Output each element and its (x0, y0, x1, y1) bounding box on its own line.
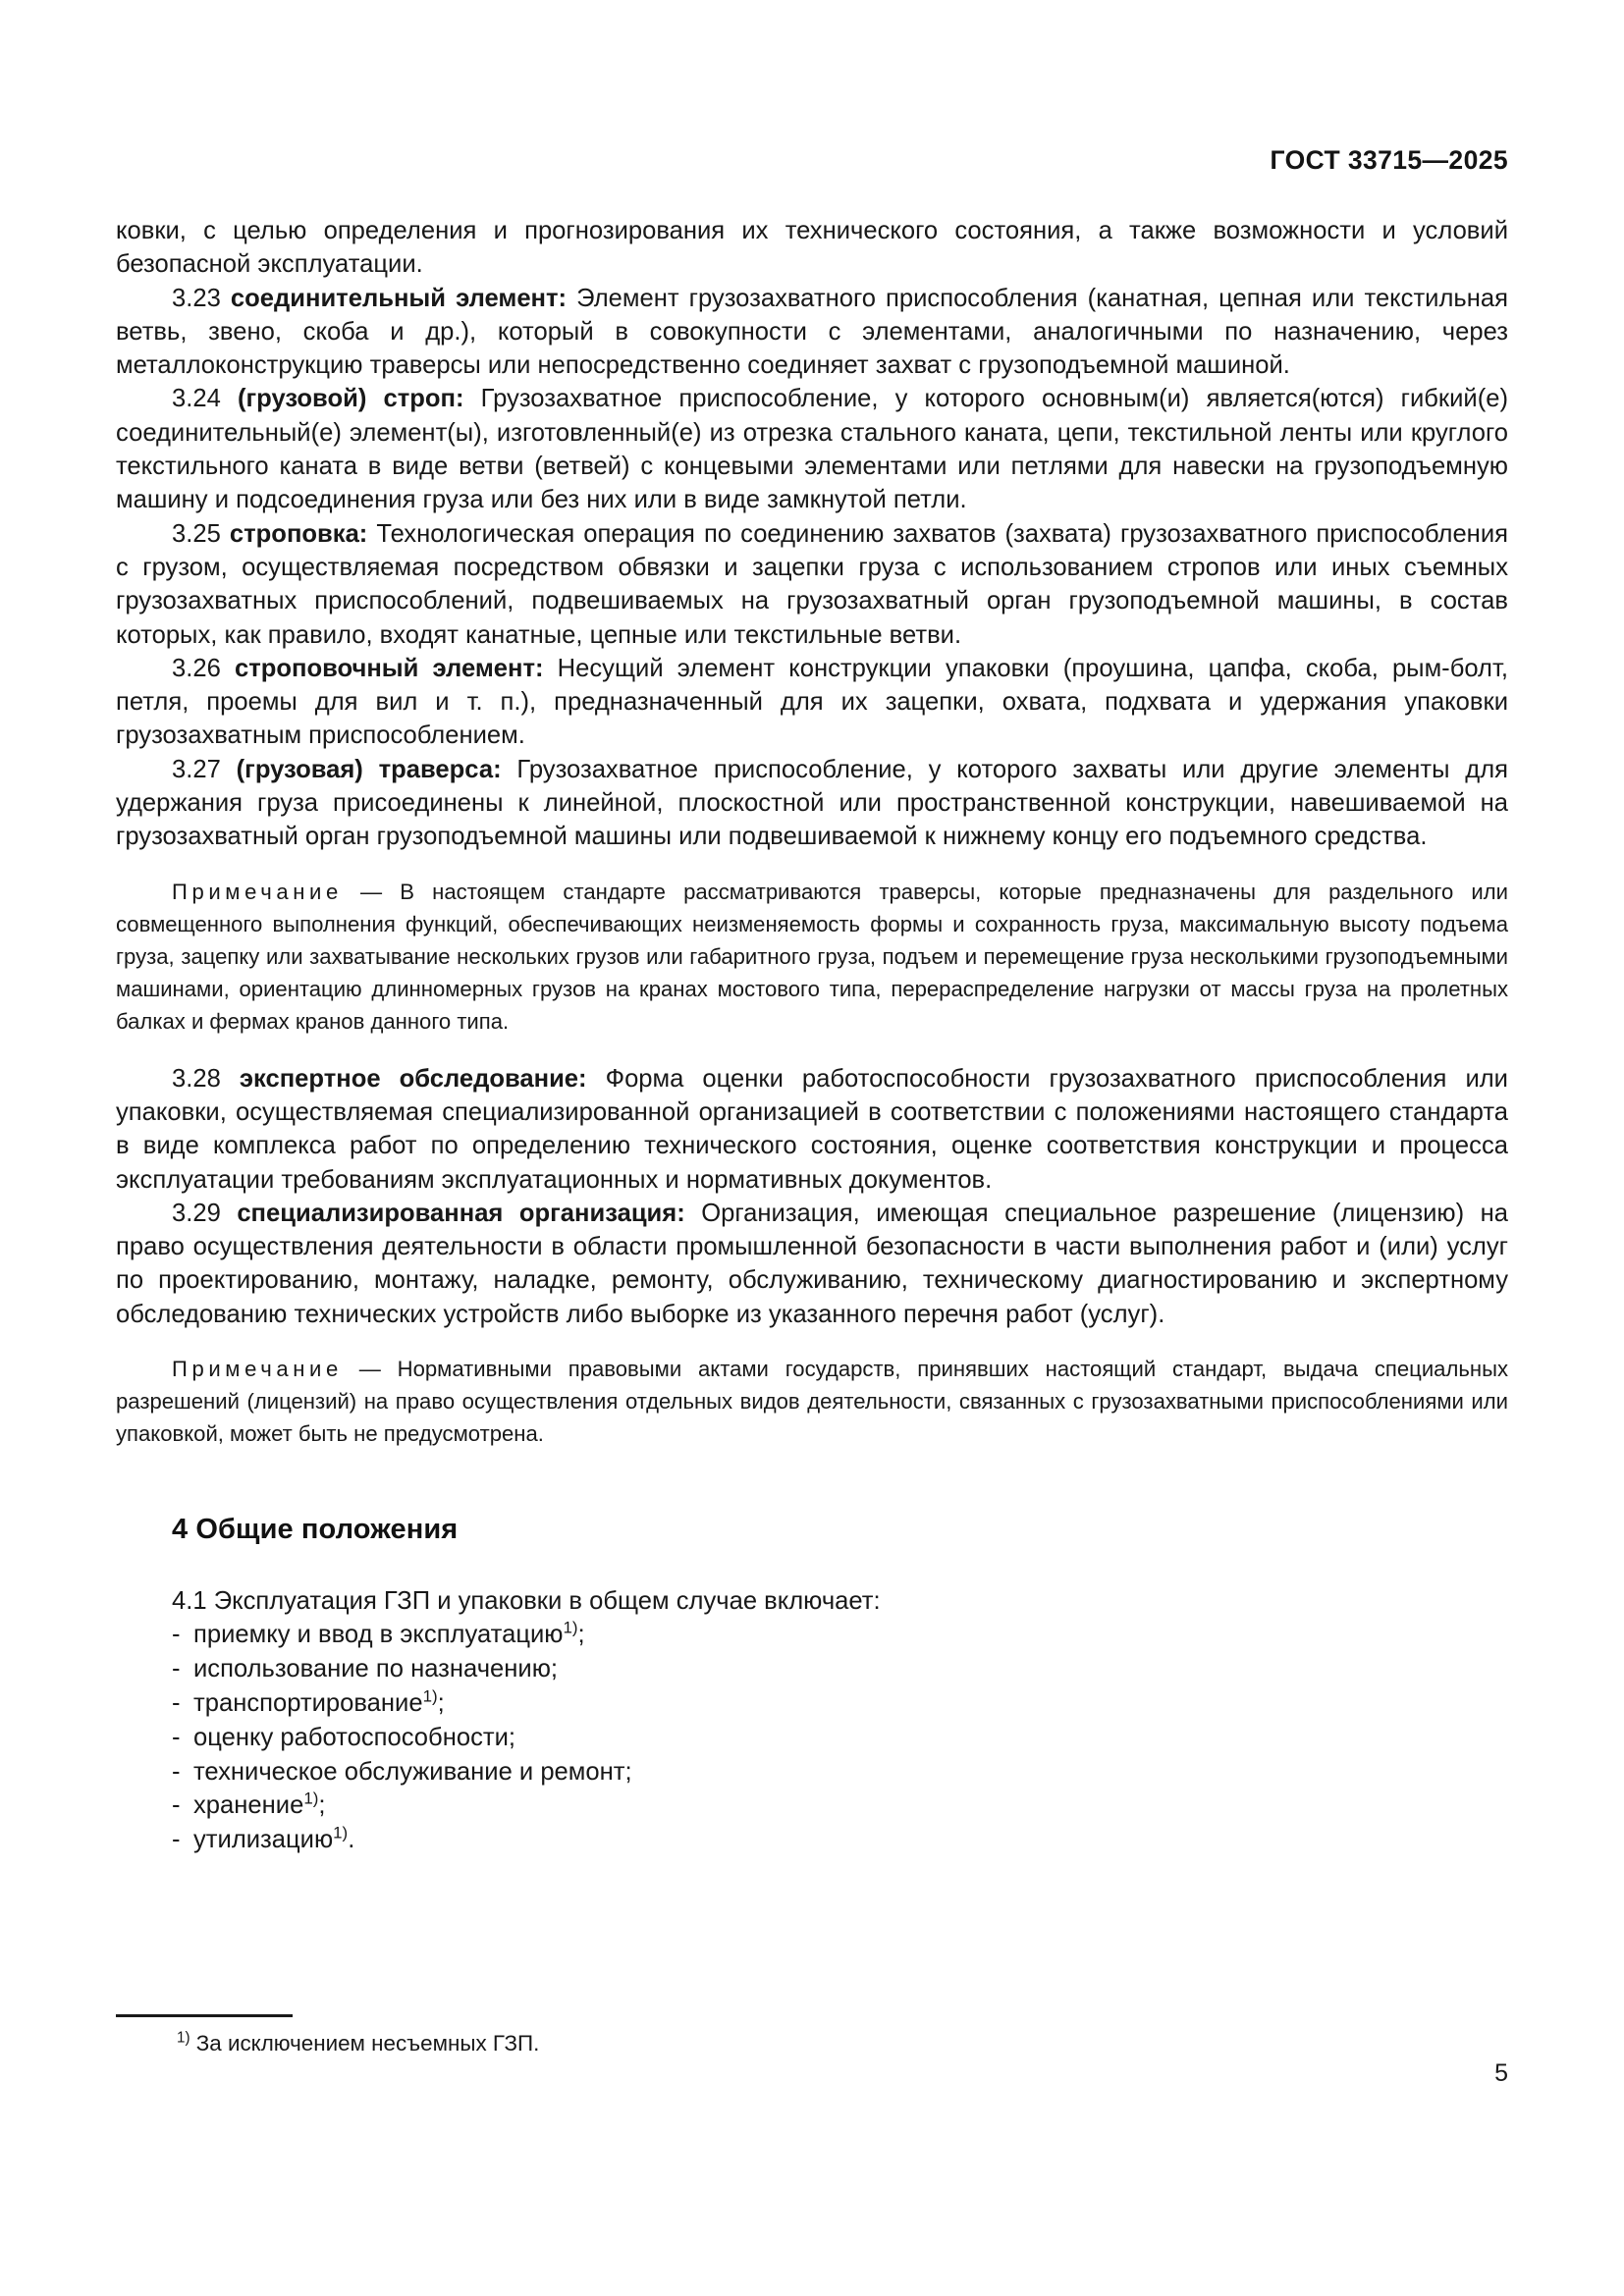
page-header (116, 145, 1508, 179)
note-traverse (116, 876, 1508, 1039)
clause-3-26 (116, 652, 1508, 753)
clause-number: 3.27 (172, 755, 221, 783)
clause-term: строповочный элемент: (234, 654, 544, 682)
note-dash: — (360, 879, 383, 904)
list-dash: - (172, 1655, 181, 1683)
clause-definition: Грузозахватное приспособление, у которого основным(и) является(ются) гибкий(е) соединительный(е) элемент(ы), изготовленный(е) из отрезка стального каната, цепи, текстильной ленты или круглого текстильного каната в виде ветви (ветвей) с концевыми элементами или петлями для навески на грузоподъемную машину и подсоединения груза или без них или в виде замкнутой петли. (116, 385, 1508, 514)
operation-list (116, 1618, 1508, 1857)
footnote-area (116, 2014, 1508, 2058)
list-item-tail: . (348, 1826, 355, 1854)
footnote-ref: 1) (563, 1618, 578, 1637)
clause-4-1: 4.1 Эксплуатация ГЗП и упаковки в общем случае включает: (172, 1586, 881, 1615)
clause-definition: Элемент грузозахватного приспособления (канатная, цепная или текстильная ветвь, звено, скоба и др.), который в совокупности с элементами, аналогичными по назначению, через металлоконструкцию траверсы или непосредственно соединяет захват с грузоподъемной машиной. (116, 284, 1508, 380)
clause-definition: Форма оценки работоспособности грузозахватного приспособления или упаковки, осуществляемая специализированной организацией в соответствии с положениями настоящего стандарта в виде комплекса работ по определению технического состояния, оценке соответствия конструкции и процесса эксплуатации требованиям эксплуатационных и нормативных документов. (116, 1064, 1508, 1194)
clause-number: 3.25 (172, 519, 221, 548)
clause-definition: Технологическая операция по соединению захватов (захвата) грузозахватного приспособления с грузом, осуществляемая посредством обвязки и зацепки груза с использованием стропов или иных съемных грузозахватных приспособлений, подвешиваемых на грузозахватный орган грузоподъемной машины, в состав которых, как правило, входят канатные, цепные или текстильные ветви. (116, 519, 1508, 649)
list-dash: - (172, 1621, 181, 1649)
clause-definition: Организация, имеющая специальное разрешение (лицензию) на право осуществления деятельности в области промышленной безопасности в части выполнения работ и (или) услуг по проектированию, монтажу, наладке, ремонту, обслуживанию, техническому диагностированию и экспертному обследованию технических устройств либо выборке из указанного перечня работ (услуг). (116, 1199, 1508, 1328)
spacer (116, 1451, 1508, 1512)
list-item-text: приемку и ввод в эксплуатацию (193, 1621, 564, 1649)
list-item-text: оценку работоспособности; (193, 1723, 515, 1751)
clause-term: соединительный элемент: (230, 284, 568, 312)
list-item (116, 1789, 1508, 1823)
clause-3-28 (116, 1062, 1508, 1197)
list-item-text: использование по назначению; (193, 1655, 559, 1683)
list-item-tail: ; (577, 1621, 585, 1649)
clause-3-27 (116, 753, 1508, 854)
note-text: В настоящем стандарте рассматриваются траверсы, которые предназначены для раздельного или совмещенного выполнения функций, обеспечивающих неизменяемость формы и сохранность груза, максимальную высоту подъема груза, зацепку или захватывание нескольких грузов или габаритного груза, подъем и перемещение груза несколькими грузоподъемными машинами, ориентацию длинномерных грузов на кранах мостового типа, перераспределение нагрузки от массы груза на пролетных балках и фермах кранов данного типа. (116, 879, 1508, 1035)
list-dash: - (172, 1689, 181, 1718)
clause-3-24 (116, 382, 1508, 516)
list-item-tail: ; (318, 1791, 326, 1820)
footnote-ref: 1) (422, 1686, 438, 1706)
footnote-1 (116, 2029, 1508, 2058)
note-label: Примечание (172, 879, 343, 904)
spacer (116, 1547, 1508, 1584)
clause-number: 3.23 (172, 284, 221, 312)
standard-number: ГОСТ 33715—2025 (1270, 145, 1508, 175)
list-item-tail: ; (437, 1689, 445, 1718)
carryover-paragraph: ковки, с целью определения и прогнозирования их технического состояния, а также возможности и условий безопасной эксплуатации. (116, 217, 1508, 279)
clause-3-29 (116, 1197, 1508, 1331)
clause-term: (грузовая) траверса: (236, 755, 502, 783)
spacer (116, 1331, 1508, 1353)
clause-term: специализированная организация: (237, 1199, 685, 1227)
list-item (116, 1823, 1508, 1857)
page-number: 5 (1494, 2059, 1508, 2087)
clause-term: экспертное обследование: (239, 1064, 587, 1093)
clause-number: 3.29 (172, 1199, 221, 1227)
spacer (116, 1039, 1508, 1062)
main-text-column (116, 214, 1508, 1857)
note-text: Нормативными правовыми актами государств, принявших настоящий стандарт, выдача специальных разрешений (лицензий) на право осуществления отдельных видов деятельности, связанных с грузозахватными приспособлениями или упаковкой, может быть не предусмотрена. (116, 1357, 1508, 1447)
footnote-marker: 1) (177, 2029, 190, 2047)
note-dash: — (358, 1357, 381, 1382)
clause-3-25 (116, 517, 1508, 652)
list-dash: - (172, 1826, 181, 1854)
spacer (116, 854, 1508, 876)
list-item-text: утилизацию (193, 1826, 334, 1854)
footnote-ref: 1) (333, 1823, 349, 1842)
section-heading-4: 4 Общие положения (172, 1513, 459, 1545)
list-item-text: хранение (193, 1791, 304, 1820)
list-dash: - (172, 1757, 181, 1786)
list-dash: - (172, 1791, 181, 1820)
footnote-separator (116, 2014, 293, 2017)
list-item (116, 1618, 1508, 1652)
clause-3-23 (116, 282, 1508, 383)
list-item-text: транспортирование (193, 1689, 423, 1718)
clause-definition: Грузозахватное приспособление, у которого захваты или другие элементы для удержания груза присоединены к линейной, плоскостной или пространственной конструкции, навешиваемой на грузозахватный орган грузоподъемной машины или подвешиваемой к нижнему концу его подъемного средства. (116, 755, 1508, 851)
clause-number: 3.26 (172, 654, 221, 682)
clause-number: 3.28 (172, 1064, 221, 1093)
footnote-body: За исключением несъемных ГЗП. (195, 2031, 540, 2056)
note-label: Примечание (172, 1357, 343, 1382)
clause-term: строповка: (229, 519, 368, 548)
list-item (116, 1721, 1508, 1755)
list-item (116, 1755, 1508, 1789)
list-item (116, 1652, 1508, 1686)
clause-definition: Несущий элемент конструкции упаковки (проушина, цапфа, скоба, рым-болт, петля, проемы для вил и т. п.), предназначенный для их зацепки, охвата, подхвата и удержания упаковки грузозахватным приспособлением. (116, 654, 1508, 750)
note-licensing (116, 1353, 1508, 1451)
clause-number: 3.24 (172, 385, 221, 413)
list-item-text: техническое обслуживание и ремонт; (193, 1757, 632, 1786)
footnote-ref: 1) (303, 1789, 319, 1808)
clause-term: (грузовой) строп: (237, 385, 464, 413)
list-dash: - (172, 1723, 181, 1751)
list-item (116, 1686, 1508, 1721)
